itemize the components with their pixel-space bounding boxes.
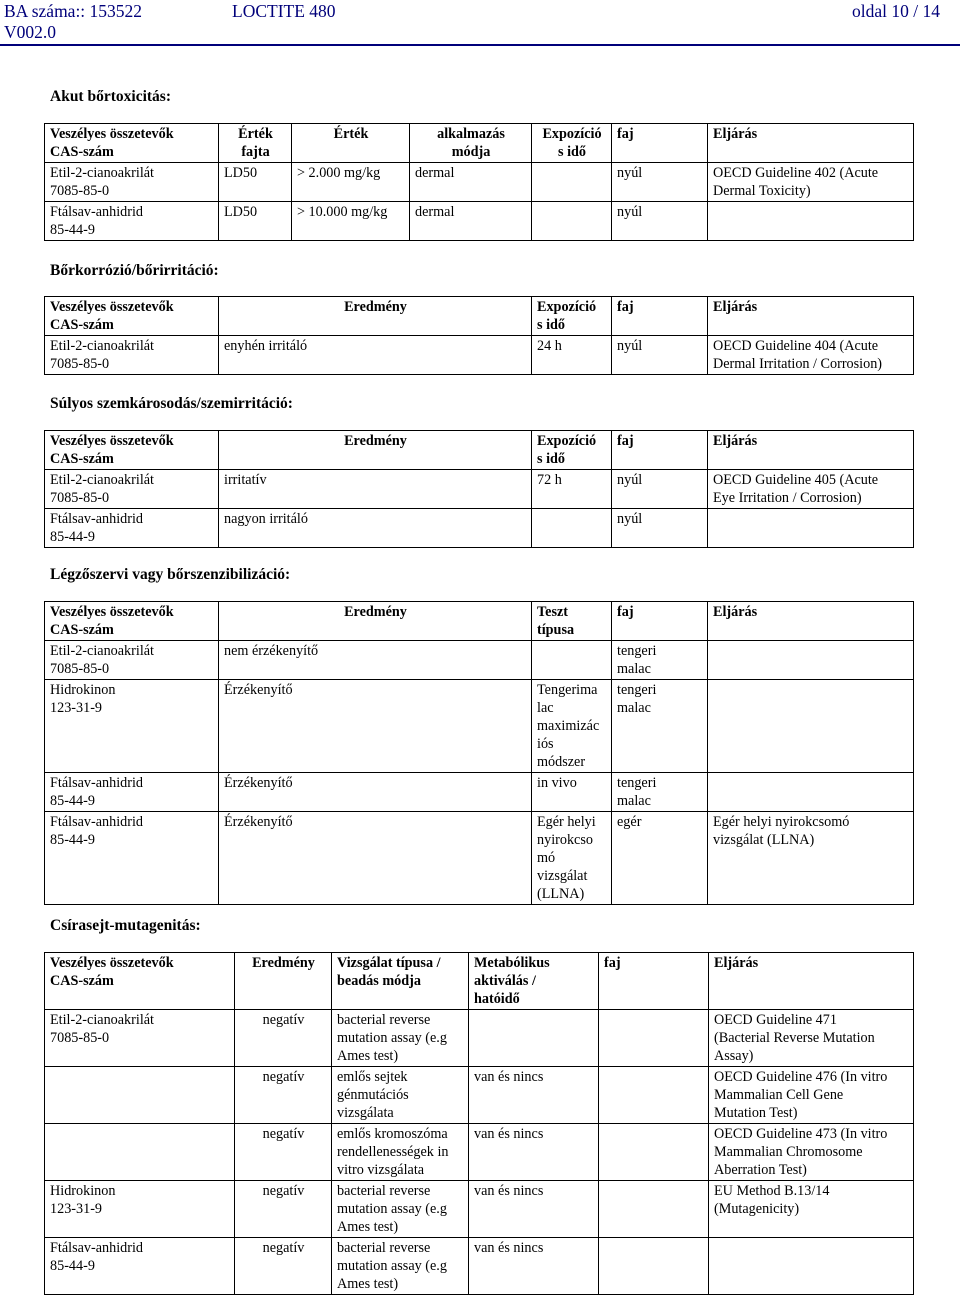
table-cell: tengeri malac (612, 773, 708, 812)
table-cell: bacterial reverse mutation assay (e.g Ames test) (332, 1238, 469, 1295)
section-title-skin-corrosion: Bőrkorrózió/bőrirritáció: (50, 262, 219, 279)
table-cell: nyúl (612, 163, 708, 202)
table-cell: > 2.000 mg/kg (292, 163, 410, 202)
table-cell: bacterial reverse mutation assay (e.g Ames test) (332, 1010, 469, 1067)
table-cell: Etil-2-cianoakrilát 7085-85-0 (45, 470, 219, 509)
column-header: Eljárás (708, 297, 914, 336)
table-cell (708, 773, 914, 812)
column-header: Expozíció s idő (532, 431, 612, 470)
table-header-row (45, 124, 914, 163)
table-cell: negatív (235, 1238, 332, 1295)
table-cell: Tengerima lac maximizác iós módszer (532, 680, 612, 773)
column-header: Eljárás (708, 602, 914, 641)
table-cell: > 10.000 mg/kg (292, 202, 410, 241)
table-cell: negatív (235, 1010, 332, 1067)
table-cell: Ftálsav-anhidrid 85-44-9 (45, 1238, 235, 1295)
table-cell (45, 1067, 235, 1124)
table-cell (708, 641, 914, 680)
table-cell: Ftálsav-anhidrid 85-44-9 (45, 202, 219, 241)
table-cell (708, 509, 914, 548)
table-cell: Ftálsav-anhidrid 85-44-9 (45, 509, 219, 548)
column-header: Expozíció s idő (532, 297, 612, 336)
table-cell (599, 1181, 709, 1238)
table-header-row (45, 602, 914, 641)
table-cell: irritatív (219, 470, 532, 509)
table-cell: van és nincs (469, 1181, 599, 1238)
eye-damage-table (44, 430, 914, 548)
table-cell: emlős sejtek génmutációs vizsgálata (332, 1067, 469, 1124)
table-cell (532, 202, 612, 241)
table-cell: LD50 (219, 163, 292, 202)
column-header: faj (599, 953, 709, 1010)
mutagenicity-table (44, 952, 914, 1295)
table-cell (709, 1238, 914, 1295)
column-header: Eredmény (219, 602, 532, 641)
table-cell: in vivo (532, 773, 612, 812)
table-cell: negatív (235, 1124, 332, 1181)
table-cell: dermal (410, 163, 532, 202)
column-header: Veszélyes összetevők CAS-szám (45, 602, 219, 641)
table-cell: van és nincs (469, 1067, 599, 1124)
table-cell: tengeri malac (612, 641, 708, 680)
table-row (45, 336, 914, 375)
table-cell: OECD Guideline 402 (Acute Dermal Toxicity) (708, 163, 914, 202)
column-header: Eljárás (708, 124, 914, 163)
table-cell (708, 680, 914, 773)
section-title-acute-dermal: Akut bőrtoxicitás: (50, 88, 171, 105)
table-cell: OECD Guideline 405 (Acute Eye Irritation / Corrosion) (708, 470, 914, 509)
table-cell (708, 202, 914, 241)
table-cell (599, 1010, 709, 1067)
table-row (45, 163, 914, 202)
table-cell: Egér helyi nyirokcsomó vizsgálat (LLNA) (708, 812, 914, 905)
column-header: Teszt típusa (532, 602, 612, 641)
table-cell: OECD Guideline 471 (Bacterial Reverse Mutation Assay) (709, 1010, 914, 1067)
table-cell: Etil-2-cianoakrilát 7085-85-0 (45, 641, 219, 680)
table-cell: nyúl (612, 336, 708, 375)
doc-number: BA száma:: 153522 (4, 1, 143, 21)
column-header: Eredmény (235, 953, 332, 1010)
column-header: Érték (292, 124, 410, 163)
table-cell: Etil-2-cianoakrilát 7085-85-0 (45, 336, 219, 375)
table-cell: Egér helyi nyirokcso mó vizsgálat (LLNA) (532, 812, 612, 905)
table-row (45, 641, 914, 680)
header-rule (0, 44, 960, 46)
column-header: Expozíció s idő (532, 124, 612, 163)
table-row (45, 1238, 914, 1295)
table-cell: Etil-2-cianoakrilát 7085-85-0 (45, 1010, 235, 1067)
table-cell: tengeri malac (612, 680, 708, 773)
table-header-row (45, 953, 914, 1010)
table-header-row (45, 297, 914, 336)
table-cell: OECD Guideline 473 (In vitro Mammalian Chromosome Aberration Test) (709, 1124, 914, 1181)
table-cell (599, 1067, 709, 1124)
table-cell: OECD Guideline 476 (In vitro Mammalian Cell Gene Mutation Test) (709, 1067, 914, 1124)
table-cell: dermal (410, 202, 532, 241)
column-header: Érték fajta (219, 124, 292, 163)
table-cell: Ftálsav-anhidrid 85-44-9 (45, 773, 219, 812)
sensitization-table (44, 601, 914, 905)
section-title-mutagenicity: Csírasejt-mutagenitás: (50, 917, 201, 934)
table-row (45, 1010, 914, 1067)
table-cell: nyúl (612, 470, 708, 509)
version: V002.0 (4, 22, 57, 42)
skin-corrosion-table (44, 296, 914, 375)
table-cell: Érzékenyítő (219, 773, 532, 812)
column-header: Metabólikus aktiválás / hatóidő (469, 953, 599, 1010)
column-header: Veszélyes összetevők CAS-szám (45, 297, 219, 336)
table-cell (532, 163, 612, 202)
table-cell: Etil-2-cianoakrilát 7085-85-0 (45, 163, 219, 202)
table-row (45, 470, 914, 509)
acute-dermal-table (44, 123, 914, 241)
table-cell (599, 1238, 709, 1295)
table-row (45, 812, 914, 905)
column-header: faj (612, 297, 708, 336)
product-name: LOCTITE 480 (232, 1, 336, 21)
table-row (45, 1124, 914, 1181)
table-row (45, 773, 914, 812)
table-row (45, 680, 914, 773)
column-header: Eljárás (709, 953, 914, 1010)
table-cell: nem érzékenyítő (219, 641, 532, 680)
table-cell: emlős kromoszóma rendellenességek in vitro vizsgálata (332, 1124, 469, 1181)
table-header-row (45, 431, 914, 470)
table-cell: LD50 (219, 202, 292, 241)
table-cell: nyúl (612, 202, 708, 241)
table-cell (532, 509, 612, 548)
table-cell: Ftálsav-anhidrid 85-44-9 (45, 812, 219, 905)
column-header: Veszélyes összetevők CAS-szám (45, 431, 219, 470)
column-header: Veszélyes összetevők CAS-szám (45, 953, 235, 1010)
column-header: alkalmazás módja (410, 124, 532, 163)
column-header: Eredmény (219, 431, 532, 470)
table-cell: enyhén irritáló (219, 336, 532, 375)
table-cell: nyúl (612, 509, 708, 548)
column-header: Eredmény (219, 297, 532, 336)
table-row (45, 1181, 914, 1238)
section-title-eye-damage: Súlyos szemkárosodás/szemirritáció: (50, 395, 293, 412)
table-cell: nagyon irritáló (219, 509, 532, 548)
column-header: Vizsgálat típusa / beadás módja (332, 953, 469, 1010)
table-cell (599, 1124, 709, 1181)
table-cell (45, 1124, 235, 1181)
column-header: faj (612, 431, 708, 470)
column-header: Eljárás (708, 431, 914, 470)
table-cell: bacterial reverse mutation assay (e.g Ames test) (332, 1181, 469, 1238)
column-header: faj (612, 602, 708, 641)
page-number: oldal 10 / 14 (852, 1, 940, 21)
column-header: faj (612, 124, 708, 163)
table-cell: van és nincs (469, 1124, 599, 1181)
table-cell: egér (612, 812, 708, 905)
table-cell: negatív (235, 1181, 332, 1238)
table-cell: Hidrokinon 123-31-9 (45, 680, 219, 773)
table-row (45, 1067, 914, 1124)
table-row (45, 202, 914, 241)
table-cell: van és nincs (469, 1238, 599, 1295)
table-cell: OECD Guideline 404 (Acute Dermal Irritation / Corrosion) (708, 336, 914, 375)
table-cell (532, 641, 612, 680)
table-cell (469, 1010, 599, 1067)
table-cell: Hidrokinon 123-31-9 (45, 1181, 235, 1238)
page-header (0, 0, 960, 44)
table-cell: Érzékenyítő (219, 812, 532, 905)
table-cell: 72 h (532, 470, 612, 509)
table-cell: negatív (235, 1067, 332, 1124)
table-cell: 24 h (532, 336, 612, 375)
table-cell: Érzékenyítő (219, 680, 532, 773)
column-header: Veszélyes összetevők CAS-szám (45, 124, 219, 163)
table-row (45, 509, 914, 548)
table-cell: EU Method B.13/14 (Mutagenicity) (709, 1181, 914, 1238)
section-title-sensitization: Légzőszervi vagy bőrszenzibilizáció: (50, 566, 291, 583)
